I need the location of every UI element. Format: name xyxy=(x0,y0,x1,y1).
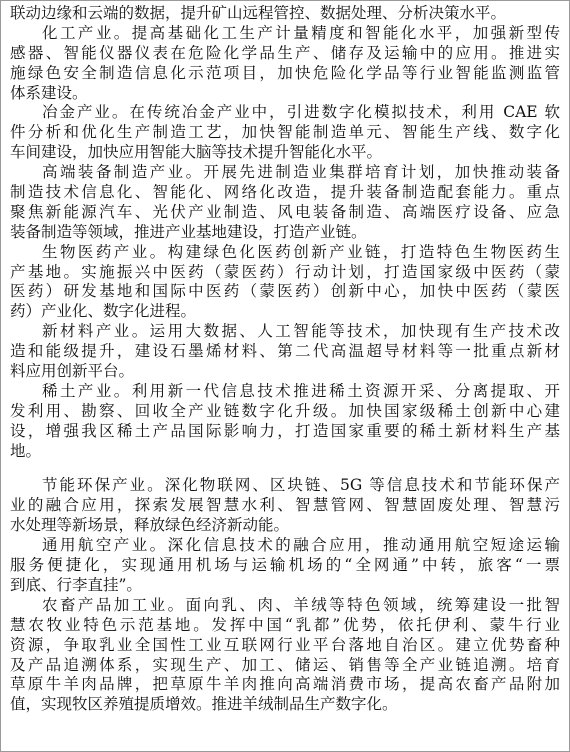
text-line: 料应用创新平台。 xyxy=(10,362,135,381)
text-line: 设，增强我区稀土产品国际影响力，打造国家重要的稀土新材料生产基 xyxy=(10,421,560,440)
text-line: 感器、智能仪器仪表在危险化学品生产、储存及运输中的应用。推进实 xyxy=(10,43,560,62)
text-line: 施绿色安全制造信息化示范项目，加快危险化学品等行业智能监测监管 xyxy=(10,63,560,82)
paragraph xyxy=(10,322,560,382)
paragraph xyxy=(10,536,560,596)
paragraph xyxy=(10,382,560,462)
paragraph xyxy=(10,103,560,163)
text-line: 水处理等新场景，释放绿色经济新动能。 xyxy=(10,516,290,535)
text-line: 产基地。实施振兴中医药（蒙医药）行动计划，打造国家级中医药（蒙 xyxy=(10,262,560,281)
text-line: 发利用、勘察、回收全产业链数字化升级。加快国家级稀土创新中心建 xyxy=(10,401,560,420)
text-line: 件分析和优化生产制造工艺，加快智能制造单元、智能生产线、数字化 xyxy=(10,123,560,142)
text-line: 生物医药产业。构建绿色化医药创新产业链，打造特色生物医药生 xyxy=(42,242,560,261)
text-line: 制造技术信息化、智能化、网络化改造，提升装备制造配套能力。重点 xyxy=(10,183,560,202)
text-line: 化工产业。提高基础化工生产计量精度和智能化水平，加强新型传 xyxy=(42,23,560,42)
paragraph xyxy=(10,163,560,243)
paragraph xyxy=(10,476,560,536)
text-line: 慧农牧业特色示范基地。发挥中国“乳都”优势，依托伊利、蒙牛行业 xyxy=(10,615,560,634)
text-line: 高端装备制造产业。开展先进制造业集群培育计划，加快推动装备 xyxy=(42,163,560,182)
text-line: 及产品追溯体系，实现生产、加工、储运、销售等全产业链追溯。培育 xyxy=(10,655,560,674)
text-line: 到底、行李直挂”。 xyxy=(10,575,142,594)
text-line: 冶金产业。在传统冶金产业中，引进数字化模拟技术，利用 CAE 软 xyxy=(42,103,560,122)
text-line: 服务便捷化，实现通用机场与运输机场的“全网通”中转，旅客“一票 xyxy=(10,556,560,575)
text-line: 资源，争取乳业全国性工业互联网行业平台落地自治区。建立优势畜种 xyxy=(10,635,560,654)
paragraph-gap xyxy=(10,461,560,476)
text-line: 药）产业化、数字化进程。 xyxy=(10,302,197,321)
text-line: 通用航空产业。深化信息技术的融合应用，推动通用航空短途运输 xyxy=(42,536,560,555)
text-line: 值，实现牧区养殖提质增效。推进羊绒制品生产数字化。 xyxy=(10,695,398,714)
text-line: 车间建设，加快应用智能大脑等技术提升智能化水平。 xyxy=(10,143,383,162)
text-line: 造和能级提升，建设石墨烯材料、第二代高温超导材料等一批重点新材 xyxy=(10,342,560,361)
text-line: 联动边缘和云端的数据，提升矿山远程管控、数据处理、分析决策水平。 xyxy=(10,4,507,22)
paragraph xyxy=(10,596,560,715)
paragraph xyxy=(10,243,560,323)
text-line: 聚焦新能源汽车、光伏产业制造、风电装备制造、高端医疗设备、应急 xyxy=(10,202,560,221)
text-line: 地。 xyxy=(10,441,42,460)
text-line: 草原牛羊肉品牌，把草原牛羊肉推向高端消费市场，提高农畜产品附加 xyxy=(10,675,560,694)
text-line: 体系建设。 xyxy=(10,83,88,102)
text-line: 稀土产业。利用新一代信息技术推进稀土资源开采、分离提取、开 xyxy=(42,381,560,400)
paragraph xyxy=(10,24,560,104)
text-line: 新材料产业。运用大数据、人工智能等技术，加快现有生产技术改 xyxy=(42,322,560,341)
text-line: 医药）研发基地和国际中医药（蒙医药）创新中心，加快中医药（蒙医 xyxy=(10,282,560,301)
text-line: 农畜产品加工业。面向乳、肉、羊绒等特色领域，统筹建设一批智 xyxy=(42,595,560,614)
text-line: 节能环保产业。深化物联网、区块链、5G 等信息技术和节能环保产 xyxy=(42,476,560,495)
paragraph xyxy=(10,4,560,24)
text-line: 业的融合应用，探索发展智慧水利、智慧管网、智慧固废处理、智慧污 xyxy=(10,496,560,515)
text-line: 装备制造等领域，推进产业基地建设，打造产业链。 xyxy=(10,222,367,241)
